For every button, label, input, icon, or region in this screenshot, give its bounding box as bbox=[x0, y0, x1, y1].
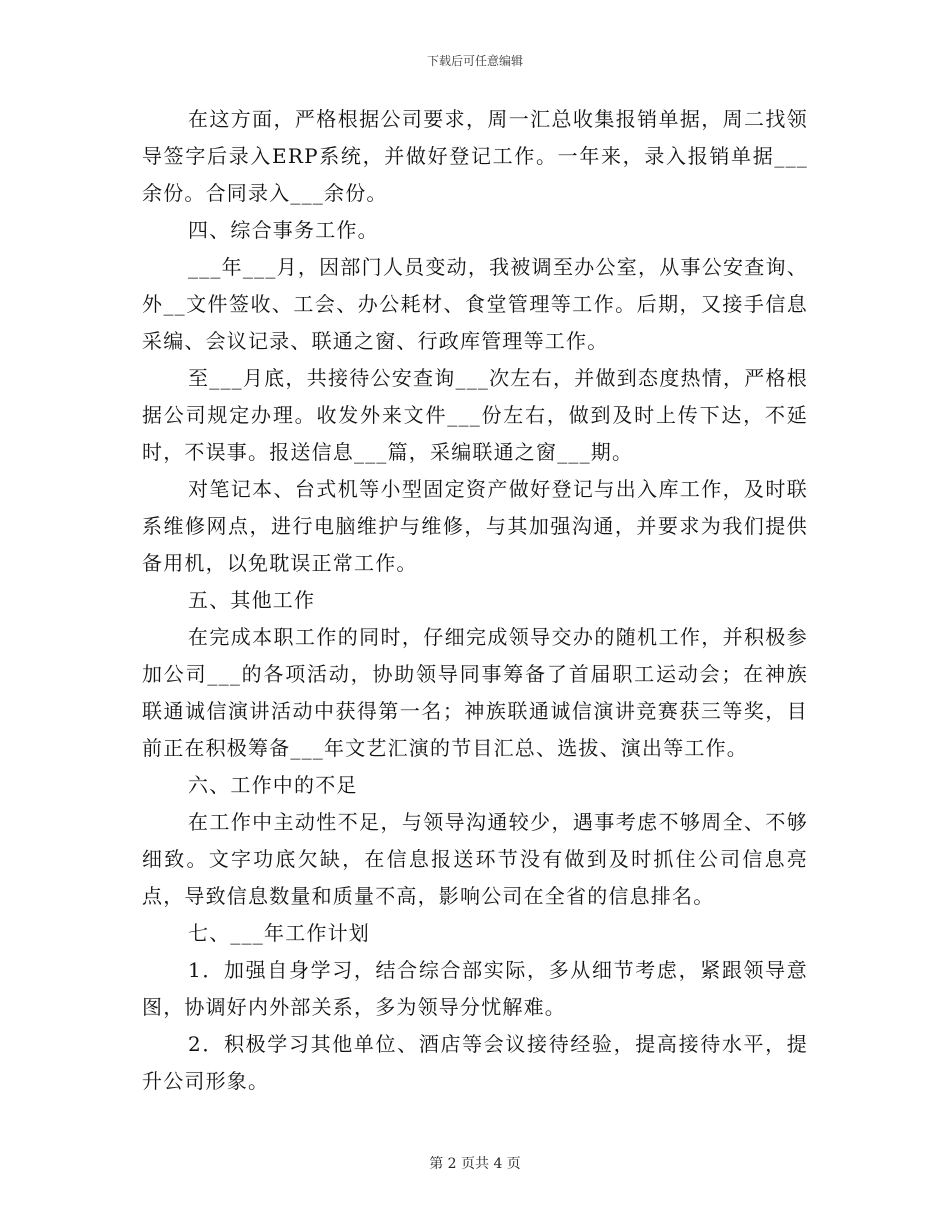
paragraph-expense-entry: 在这方面，严格根据公司要求，周一汇总收集报销单据，周二找领导签字后录入ERP系统，并做好登记工作。一年来，录入报销单据___余份。合同录入___余份。 bbox=[142, 107, 808, 205]
section-heading-other-work: 五、其他工作 bbox=[188, 588, 316, 612]
paragraph-reception-stats: 至___月底，共接待公安查询___次左右，并做到态度热情，严格根据公司规定办理。收发外来文件___份左右，做到及时上传下达，不延时，不误事。报送信息___篇，采编联通之窗___期。 bbox=[142, 366, 808, 464]
paragraph-shortcomings: 在工作中主动性不足，与领导沟通较少，遇事考虑不够周全、不够细致。文字功底欠缺，在信息报送环节没有做到及时抓住公司信息亮点，导致信息数量和质量不高，影响公司在全省的信息排名。 bbox=[142, 810, 808, 908]
section-heading-general-affairs: 四、综合事务工作。 bbox=[188, 218, 379, 242]
plan-item-2: 2．积极学习其他单位、酒店等会议接待经验，提高接待水平，提升公司形象。 bbox=[142, 1032, 808, 1093]
page-header: 下载后可任意编辑 bbox=[426, 54, 523, 68]
page-footer: 第 2 页共 4 页 bbox=[429, 1156, 521, 1172]
paragraph-transfer: ___年___月，因部门人员变动，我被调至办公室，从事公安查询、外__文件签收、工会、办公耗材、食堂管理等工作。后期，又接手信息采编、会议记录、联通之窗、行政库管理等工作。 bbox=[142, 255, 808, 353]
section-heading-shortcomings: 六、工作中的不足 bbox=[188, 773, 358, 797]
plan-item-1: 1．加强自身学习，结合综合部实际，多从细节考虑，紧跟领导意图，协调好内外部关系，多为领导分忧解难。 bbox=[142, 958, 808, 1019]
section-heading-work-plan: 七、___年工作计划 bbox=[188, 921, 370, 945]
paragraph-assets: 对笔记本、台式机等小型固定资产做好登记与出入库工作，及时联系维修网点，进行电脑维护与维修，与其加强沟通，并要求为我们提供备用机，以免耽误正常工作。 bbox=[142, 477, 808, 575]
paragraph-other-work: 在完成本职工作的同时，仔细完成领导交办的随机工作，并积极参加公司___的各项活动，协助领导同事筹备了首届职工运动会；在神族联通诚信演讲活动中获得第一名；神族联通诚信演讲竞赛获三等奖，目前正在积极筹备___年文艺汇演的节目汇总、选拔、演出等工作。 bbox=[142, 625, 808, 760]
document-body bbox=[142, 101, 808, 1100]
